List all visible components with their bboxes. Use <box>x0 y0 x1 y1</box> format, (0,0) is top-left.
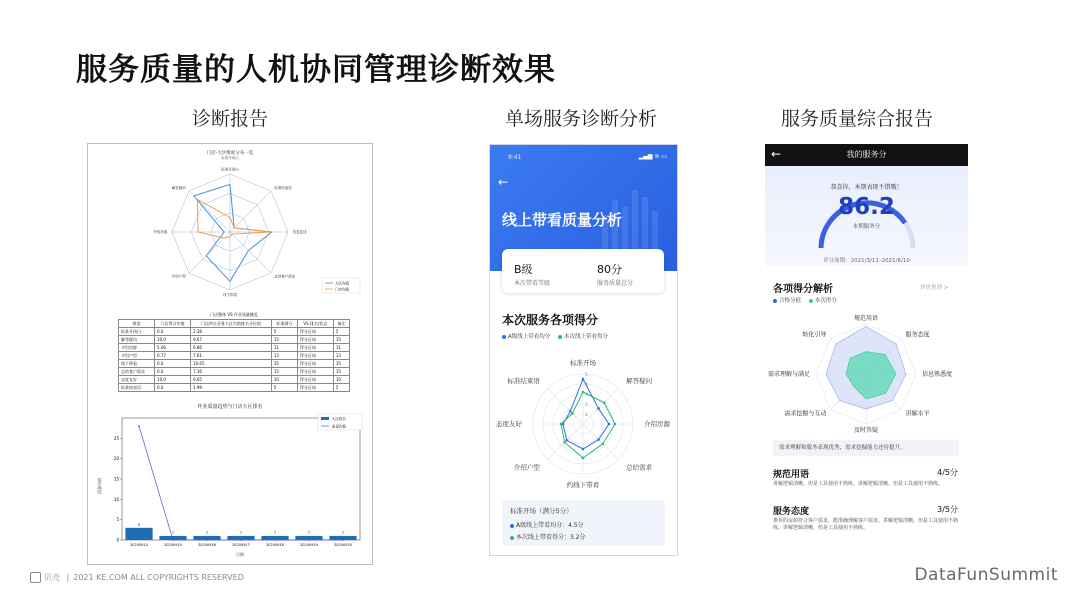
footer-brand: 贝壳 <box>44 573 60 582</box>
app-item-score-2: 3/5分 <box>937 505 958 514</box>
table-cell: 13 <box>333 352 349 360</box>
table-row <box>119 336 350 344</box>
phone-back-icon[interactable]: ← <box>498 175 509 189</box>
radar-data-point <box>597 438 600 441</box>
table-cell: 15 <box>271 368 297 376</box>
radar-spoke <box>583 389 618 424</box>
bar-x-tick-label: 20200918 <box>266 543 284 547</box>
radar-data-point <box>571 412 574 415</box>
table-cell: 得分区间 <box>297 344 333 352</box>
radar-axis-label: 线下带看 <box>223 292 237 297</box>
table-cell: 5 <box>333 328 349 336</box>
phone-note-a <box>510 520 584 529</box>
table-cell: 11 <box>333 344 349 352</box>
bar-x-tick-label: 20200915 <box>164 543 182 547</box>
table-cell: 5.06 <box>155 344 191 352</box>
radar-axis-label: 介绍房源 <box>644 420 670 429</box>
quality-trend-point <box>308 539 310 541</box>
table-cell: 得分区间 <box>297 384 333 392</box>
table-row <box>119 368 350 376</box>
radar-axis-label: 介绍户型 <box>513 463 540 472</box>
app-back-icon[interactable]: ← <box>771 147 782 161</box>
radar-axis-label: 服务态度 <box>905 331 930 339</box>
table-cell: 10.0 <box>155 376 191 384</box>
table-cell: 5 <box>333 384 349 392</box>
table-cell: 9.67 <box>191 336 272 344</box>
bar-y-tick-label: 10 <box>113 496 119 502</box>
legend-dot-icon <box>502 335 506 339</box>
table-header-cell: 备注 <box>333 320 349 328</box>
table-cell: 标准结束语 <box>119 384 155 392</box>
table-cell: 11 <box>271 344 297 352</box>
radar-axis-label: 信息熟悉度 <box>922 371 953 378</box>
bar-x-tick-label: 20200917 <box>232 543 250 547</box>
phone-grade-label: 本次带看等级 <box>514 280 551 287</box>
bar-y-tick-label: 20 <box>113 456 119 462</box>
table-cell: 30.0 <box>155 336 191 344</box>
radar-axis-label: 约线下带看 <box>566 481 600 490</box>
table-cell: 15 <box>271 336 297 344</box>
table-cell: 10 <box>333 376 349 384</box>
table-cell: 介绍户型 <box>119 352 155 360</box>
table-cell: 35 <box>271 360 297 368</box>
bar-x-tick-label: 20200920 <box>334 543 352 547</box>
radar-axis-label: 解答疑问 <box>626 377 653 386</box>
column-title-single-session: 单场服务诊断分析 <box>505 108 658 130</box>
report-radar-legend-a: 大区均值 <box>335 281 349 286</box>
bar-data-label: 7 <box>205 530 209 535</box>
table-cell: 5 <box>271 384 297 392</box>
radar-axis-label: 总结客户需求 <box>274 274 296 279</box>
radar-axis-label: 信息复述 <box>292 230 307 235</box>
phone-status-time: 9:41 <box>508 154 522 161</box>
app-item-desc-1: 讲解逻辑清晰，但是工具使用不熟练。讲解逻辑清晰，但是工具使用不熟练。 <box>773 481 944 487</box>
radar-tick-label: 5 <box>585 373 588 378</box>
bar-x-tick-label: 20200916 <box>198 543 216 547</box>
phone-radar-legend <box>502 332 608 340</box>
app-section-title: 各项得分解析 <box>773 284 833 295</box>
table-cell: 得分区间 <box>297 360 333 368</box>
quality-trend-point <box>274 539 276 541</box>
legend-dot-icon <box>510 536 514 540</box>
radar-axis-label: 总结需求 <box>626 463 653 472</box>
footer-copyright: 贝壳 | 2021 KE.COM ALL COPYRIGHTS RESERVED <box>30 572 244 583</box>
bar-y-tick-label: 25 <box>113 435 119 441</box>
table-header-cell: 标准满分 <box>271 320 297 328</box>
report-bar-chart <box>94 400 366 560</box>
app-score-label: 本期服务分 <box>852 224 881 230</box>
table-cell: 线下带看 <box>119 360 155 368</box>
phone-legend-a: A级线上带看均分 <box>508 334 551 340</box>
radar-data-point <box>597 407 600 410</box>
radar-tick-label: 4 <box>585 383 588 388</box>
table-row <box>119 384 350 392</box>
quality-trend-point <box>342 539 344 541</box>
radar-axis-label: 讲解水平 <box>905 410 930 418</box>
phone-score-note <box>502 500 665 546</box>
phone-note-b <box>510 532 586 541</box>
radar-tick-label: 2 <box>585 403 588 408</box>
report-radar-legend-b: 门店均值 <box>335 287 349 292</box>
phone-note-b-text: 本次线上带看得分：3.2分 <box>516 534 586 541</box>
table-cell: 得分区间 <box>297 352 333 360</box>
phone-summary-card <box>502 249 664 293</box>
table-cell: 得分区间 <box>297 376 333 384</box>
radar-axis-label: 标准开场 <box>570 359 596 368</box>
table-cell: 15 <box>333 336 349 344</box>
table-cell: 0.0 <box>155 384 191 392</box>
radar-axis-label: 规范用语 <box>853 315 879 322</box>
table-cell: 态度友好 <box>119 376 155 384</box>
diagnosis-report-document <box>87 143 373 565</box>
table-row <box>119 352 350 360</box>
bar-data-label: 7 <box>239 530 243 535</box>
table-cell: 0.0 <box>155 368 191 376</box>
radar-axis-label: 标准开场白 <box>221 167 239 172</box>
table-header-cell: VS 排名/状态 <box>297 320 333 328</box>
table-cell: 得分区间 <box>297 328 333 336</box>
radar-data-point <box>563 441 566 444</box>
table-cell: 0.0 <box>155 328 191 336</box>
table-cell: 2.38 <box>191 328 272 336</box>
quality-trend-line <box>139 426 343 540</box>
report-bar-ylabel: 质量均值 <box>97 478 102 494</box>
table-cell: 标准开场白 <box>119 328 155 336</box>
phone-legend-b: 本次线上带看得分 <box>564 334 609 340</box>
bar-data-label: 7 <box>341 530 345 535</box>
table-cell: 13 <box>271 352 297 360</box>
table-cell: 6.86 <box>191 344 272 352</box>
app-item-score-1: 4/5分 <box>937 468 958 477</box>
overall-report-app <box>765 144 968 554</box>
radar-data-point <box>565 439 568 442</box>
radar-tick-label: 1 <box>585 413 588 418</box>
app-total-score: 86.2 <box>838 194 895 220</box>
radar-data-point <box>582 448 585 451</box>
radar-axis-label: 转化引导 <box>802 331 827 339</box>
table-cell: 10.65 <box>191 360 272 368</box>
app-rule-link[interactable]: 评价规则 > <box>920 285 949 291</box>
quality-trend-point <box>172 539 174 541</box>
radar-axis-label: 需求挖掘与互动 <box>784 410 827 418</box>
report-bar-legend <box>318 414 362 430</box>
phone-note-title: 标准开场（满分5分） <box>510 507 573 515</box>
quality-trend-point <box>138 425 140 427</box>
radar-data-point <box>603 401 606 404</box>
phone-section-title: 本次服务各项得分 <box>502 313 599 327</box>
report-radar-title: 门店-大区维度分布一览 <box>206 151 254 156</box>
report-radar-legend <box>322 278 360 293</box>
radar-spoke <box>230 191 271 232</box>
app-item-title-2: 服务态度 <box>773 507 810 517</box>
beike-logo-icon <box>30 572 41 583</box>
table-cell: 得分区间 <box>297 336 333 344</box>
phone-score-label: 服务质量总分 <box>597 280 634 287</box>
app-greeting: 恭喜你，本期表现不错哦！ <box>830 184 903 191</box>
radar-axis-label: 介绍户型 <box>171 274 186 279</box>
app-item-desc-2: 推荐的房源符合客户需求，能准确理解客户需求。讲解逻辑清晰，但是工具使用不熟练。讲解逻辑清晰，但是工具使用不熟练。 <box>773 518 959 531</box>
table-cell: 0.0 <box>155 360 191 368</box>
bar-data-label: 7 <box>307 530 311 535</box>
quality-trend-point <box>240 539 242 541</box>
table-cell: 解答疑问 <box>119 336 155 344</box>
single-session-phone <box>489 144 678 556</box>
radar-spoke <box>230 232 271 273</box>
bar-data-label: 7 <box>171 530 175 535</box>
radar-axis-label: 及时答疑 <box>853 427 879 434</box>
report-radar-subtitle: 标准开场白 <box>221 156 239 160</box>
phone-score: 80分 <box>597 263 622 276</box>
bar-y-tick-label: 15 <box>113 476 119 482</box>
radar-axis-label: 需求理解与满足 <box>767 371 810 378</box>
table-row <box>119 344 350 352</box>
app-radar-legend <box>773 296 837 304</box>
bar-x-tick-label: 20200919 <box>300 543 318 547</box>
radar-series-line <box>197 199 270 238</box>
table-cell: 介绍房源 <box>119 344 155 352</box>
radar-axis-label: 介绍房源 <box>153 230 168 235</box>
bar-y-tick-label: 0 <box>116 537 119 543</box>
table-cell: 7.61 <box>191 352 272 360</box>
table-cell: 5 <box>271 328 297 336</box>
table-cell: 0.77 <box>155 352 191 360</box>
legend-dot-icon <box>558 335 562 339</box>
column-title-overall-report: 服务质量综合报告 <box>781 108 934 130</box>
footer-summit: DataFunSummit <box>914 565 1058 585</box>
app-item-title-1: 规范用语 <box>773 470 810 480</box>
phone-status-icons: ▂▄▆ ≋ ▭ <box>638 153 667 160</box>
table-cell: 7.36 <box>191 368 272 376</box>
table-cell: 得分区间 <box>297 368 333 376</box>
column-title-report: 诊断报告 <box>192 108 269 130</box>
report-radar-chart <box>94 146 366 310</box>
bar-mark <box>125 528 152 540</box>
radar-spoke <box>548 389 583 424</box>
table-cell: 10 <box>271 376 297 384</box>
bar-y-tick-label: 5 <box>116 517 119 523</box>
report-bar-xlabel: 日期 <box>236 552 244 557</box>
footer-copyright-text: 2021 KE.COM ALL COPYRIGHTS RESERVED <box>73 573 244 582</box>
app-legend-b: 本次得分 <box>814 298 837 304</box>
radar-data-point <box>601 442 604 445</box>
report-bar-title: 作业质量趋势与门店大区排名 <box>197 404 263 410</box>
phone-header-title: 线上带看质量分析 <box>502 211 623 229</box>
radar-tick-label: 3 <box>585 393 588 398</box>
app-header-title: 我的服务分 <box>846 150 887 159</box>
legend-dot-icon <box>510 524 514 528</box>
table-header-cell: 门店得分均值 <box>155 320 191 328</box>
table-row <box>119 328 350 336</box>
report-score-table <box>118 312 350 392</box>
radar-data-point <box>614 423 617 426</box>
app-header-bar <box>765 144 968 166</box>
legend-dot-icon <box>809 299 813 303</box>
table-row <box>119 376 350 384</box>
legend-dot-icon <box>773 299 777 303</box>
bar-data-label: 5 <box>137 522 141 527</box>
radar-data-point <box>608 423 611 426</box>
phone-grade: B级 <box>514 263 533 276</box>
table-cell: 总结客户需求 <box>119 368 155 376</box>
radar-axis-label: 标准结束语 <box>274 185 292 190</box>
radar-data-point <box>582 391 585 394</box>
radar-data-point <box>582 378 585 381</box>
phone-note-a-text: A级线上带看均分：4.5分 <box>516 522 584 529</box>
table-cell: 1.99 <box>191 384 272 392</box>
table-header-cell: 维度 <box>119 320 155 328</box>
bar-x-tick-label: 20200914 <box>130 543 148 547</box>
radar-data-point <box>560 423 563 426</box>
app-summary-tip: 需求理解和服务表现优秀，需求挖掘能力还待提升。 <box>773 440 959 456</box>
table-cell: 35 <box>333 360 349 368</box>
radar-data-point <box>569 410 572 413</box>
table-cell: 9.65 <box>191 376 272 384</box>
table-header-cell: 门店所在业务大区均值排名分位值 <box>191 320 272 328</box>
report-bar-legend-a: 大区排名 <box>332 417 346 421</box>
report-table-caption: 门店整体 VS 作业质量概览 <box>210 312 258 317</box>
report-bar-legend-b: 质量均值 <box>332 424 346 429</box>
app-radar-chart <box>765 304 968 438</box>
table-row <box>119 360 350 368</box>
bar-data-label: 7 <box>273 530 277 535</box>
radar-axis-label: 态度友好 <box>496 420 522 429</box>
radar-axis-label: 标准结束语 <box>507 377 540 386</box>
bar-plot-frame <box>122 418 360 540</box>
radar-data-point <box>582 457 585 460</box>
table-cell: 15 <box>333 368 349 376</box>
app-score-period: 评分周期：2021/3/11–2021/6/10 <box>823 258 910 264</box>
radar-axis-label: 解答疑问 <box>171 185 186 190</box>
phone-radar-chart <box>490 341 677 497</box>
app-legend-a: 合格分值 <box>779 298 802 304</box>
slide-title: 服务质量的人机协同管理诊断效果 <box>76 52 556 88</box>
quality-trend-point <box>206 539 208 541</box>
